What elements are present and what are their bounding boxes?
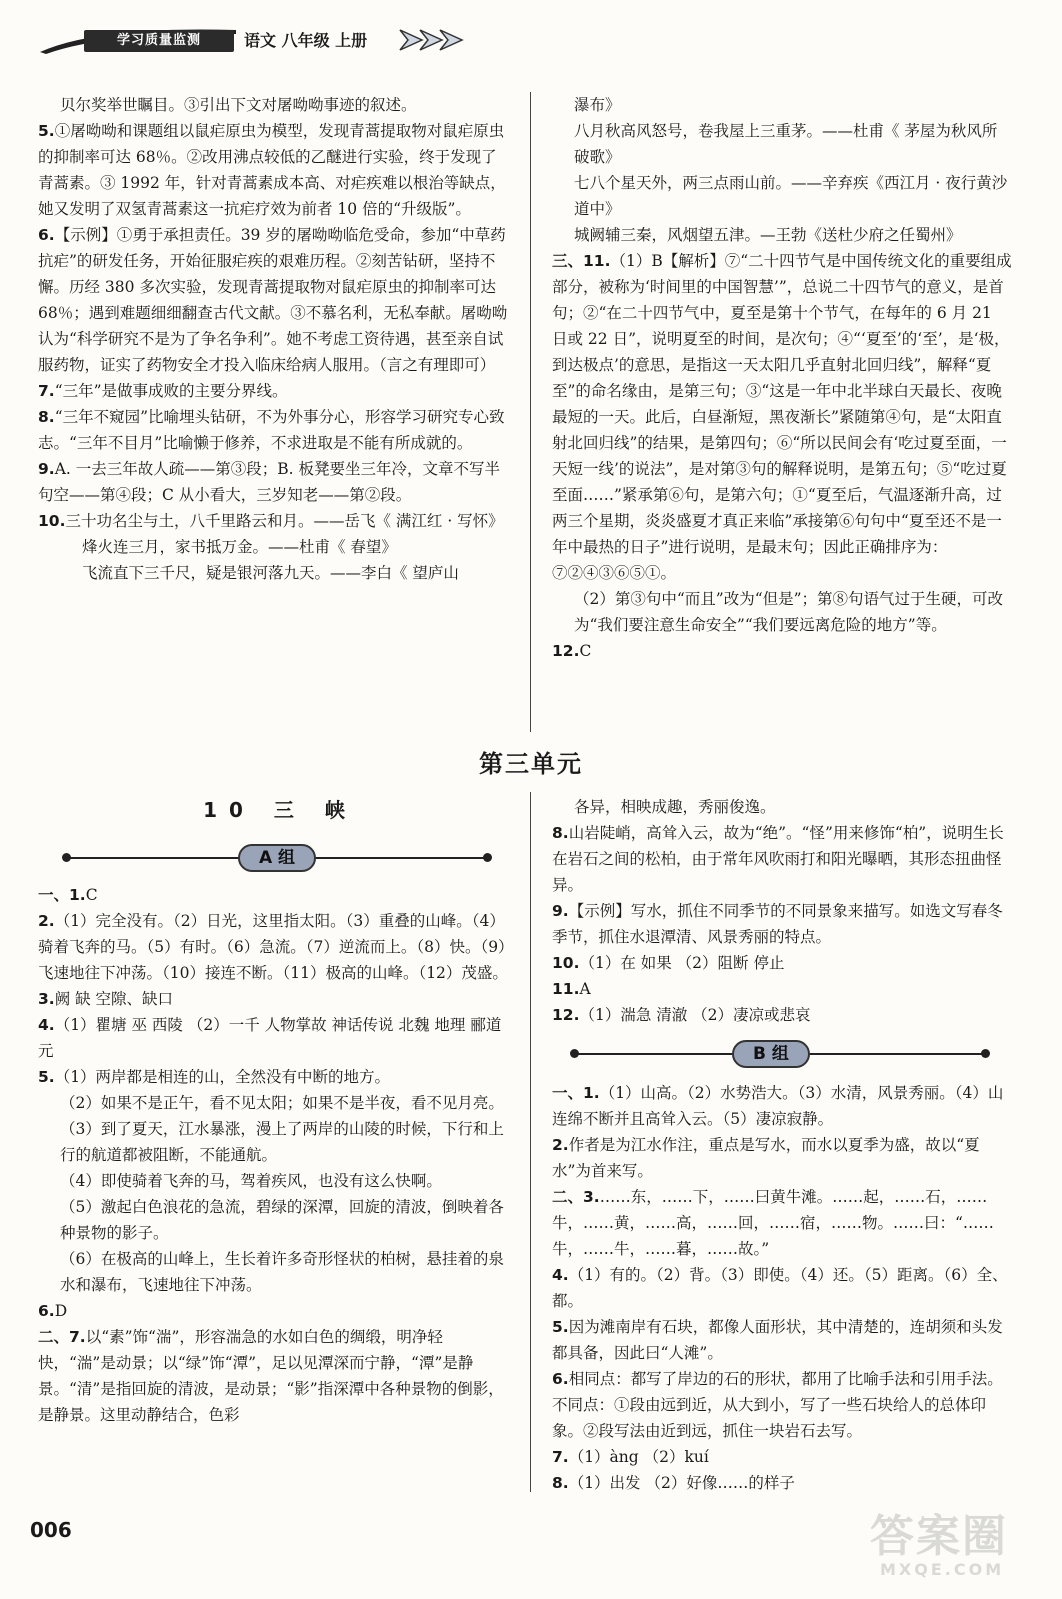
upper-right-column [552,92,1012,664]
answer-item [552,1184,1012,1262]
answer-number: 4. [552,1266,569,1284]
answer-text: （1）在 如果 （2）阻断 停止 [579,954,785,972]
answer-item [552,118,1012,170]
answer-number: 三、11. [552,252,611,270]
answer-text: （1）瞿塘 巫 西陵 （2）一千 人物掌故 神话传说 北魏 地理 郦道元 [38,1016,502,1060]
answer-item [38,92,510,118]
answer-text: 瀑布》 [574,96,621,114]
answer-text: A. 一去三年故人疏——第③段；B. 板凳要坐三年冷，文章不写半句空——第④段；C 从小看大，三岁知老——第②段。 [38,460,500,504]
answer-text: （2）第③句中“而且”改为“但是”；第⑧句语气过于生硬，可改为“我们要注意生命安全”“我们要远离危险的地方”等。 [574,590,1004,634]
lower-right-column-a [552,794,1012,1028]
answer-text: 阙 缺 空隙、缺口 [54,990,174,1008]
answer-text: （1）有的。（2）背。（3）即使。（4）还。（5）距离。（6）全、都。 [552,1266,1008,1310]
answer-text: 以“素”饰“湍”，形容湍急的水如白色的绸缎，明净轻快，“湍”是动景；以“绿”饰“潭”，足以见潭深而宁静，“潭”是静景。“清”是指回旋的清波，是动景；“影”指深潭中各种景物的倒影，是静景。这里动静结合，色彩 [38,1328,504,1424]
answer-item [552,976,1012,1002]
answer-text: （4）即使骑着飞奔的马，驾着疾风，也没有这么快啊。 [60,1172,442,1190]
answer-number: 3. [38,990,55,1008]
answer-item [552,1080,1012,1132]
answer-item [38,908,510,986]
answer-number: 8. [38,408,55,426]
answer-item [38,882,510,908]
unit-title: 第三单元 [479,750,583,778]
answer-text: 作者是为江水作注，重点是写水，而水以夏季为盛，故以“夏水”为首来写。 [552,1136,980,1180]
answer-text: “三年不窥园”比喻埋头钻研，不为外事分心，形容学习研究专心致志。“三年不目月”比喻懒于修养，不求进取是不能有所成就的。 [38,408,505,452]
answer-item [552,1444,1012,1470]
answer-text: 【示例】写水，抓住不同季节的不同景象来描写。如选文写春冬季节，抓住水退潭清、风景秀丽的特点。 [552,902,1003,946]
header-subject: 语文 八年级 上册 [244,31,368,50]
answer-text: 各异，相映成趣，秀丽俊逸。 [574,798,776,816]
answer-item [552,1132,1012,1184]
answer-text: （3）到了夏天，江水暴涨，漫上了两岸的山陵的时候，下行和上行的航道都被阻断，不能通航。 [60,1120,504,1164]
answer-item [38,378,510,404]
answer-number: 10. [38,512,66,530]
answer-item [552,92,1012,118]
answer-text: 三十功名尘与土，八千里路云和月。——岳飞《 满江红 · 写怀》 [65,512,504,530]
answer-item [38,986,510,1012]
answer-text: （1）山高。（2）水势浩大。（3）水清，风景秀丽。（4）山连绵不断并且高耸入云。（5）凄凉寂静。 [552,1084,1004,1128]
answer-text: D [54,1302,68,1320]
lower-left-column [38,882,510,1428]
answer-item [552,1470,1012,1496]
answer-text: （6）在极高的山峰上，生长着许多奇形怪状的柏树，悬挂着的泉水和瀑布，飞速地往下冲荡。 [60,1250,504,1294]
answer-item [38,1168,510,1194]
answer-number: 二、7. [38,1328,86,1346]
answer-item [38,534,510,560]
answer-item [552,1002,1012,1028]
answer-number: 8. [552,824,569,842]
answer-number: 6. [552,1370,569,1388]
lower-column-divider [530,792,531,1492]
answer-item [38,118,510,222]
lower-right-column-b [552,1080,1012,1496]
answer-item [552,222,1012,248]
answer-item [38,456,510,508]
answer-item [38,560,510,586]
answer-text: ①屠呦呦和课题组以鼠疟原虫为模型，发现青蒿提取物对鼠疟原虫的抑制率可达 68％。②改用沸点较低的乙醚进行实验，终于发现了青蒿素。③ 1992 年，针对青蒿素成本高、对疟疾难以根治等缺点，她又发明了双氢青蒿素这一抗疟疗效为前者 10 倍的“升级版”。 [38,122,506,218]
answer-item [552,1366,1012,1444]
answer-text: 贝尔奖举世瞩目。③引出下文对屠呦呦事迹的叙述。 [60,96,417,114]
group-b-badge: B 组 [732,1040,810,1068]
answer-item [552,1314,1012,1366]
answer-item [552,898,1012,950]
group-b-divider [570,1036,990,1072]
answer-number: 6. [38,1302,55,1320]
answer-item [552,638,1012,664]
page-number: 006 [30,1518,72,1542]
answer-text: 烽火连三月，家书抵万金。——杜甫《 春望》 [82,538,397,556]
page-header [38,22,458,56]
answer-text: （2）如果不是正午，看不见太阳；如果不是半夜，看不见月亮。 [60,1094,504,1112]
answer-text: 飞流直下三千尺，疑是银河落九天。——李白《 望庐山 [82,564,459,582]
answer-item [38,1194,510,1246]
answer-number: 7. [552,1448,569,1466]
upper-column-divider [530,92,531,732]
group-a-divider [62,840,492,876]
answer-number: 5. [38,1068,55,1086]
group-a-badge: A 组 [238,844,316,872]
answer-text: 相同点：都写了岸边的石的形状，都用了比喻手法和引用手法。不同点：①段由远到近，从大到小，写了一些石块给人的总体印象。②段写法由近到远，抓住一块岩石去写。 [552,1370,1003,1440]
answer-number: 6. [38,226,55,244]
answer-number: 5. [552,1318,569,1336]
answer-number: 5. [38,122,55,140]
answer-item [38,1116,510,1168]
answer-number: 4. [38,1016,55,1034]
answer-number: 9. [38,460,55,478]
answer-text: 七八个星天外，两三点雨山前。——辛弃疾《西江月 · 夜行黄沙道中》 [574,174,1008,218]
answer-number: 2. [552,1136,569,1154]
answer-number: 二、3. [552,1188,600,1206]
answer-item [552,950,1012,976]
answer-item [552,248,1012,586]
answer-text: C [579,642,592,660]
answer-text: （5）激起白色浪花的急流，碧绿的深潭，回旋的清波，倒映着各种景物的影子。 [60,1198,504,1242]
answer-item [38,1090,510,1116]
answer-number: 9. [552,902,569,920]
answer-text: 山岩陡峭，高耸入云，故为“绝”。“怪”用来修饰“柏”，说明生长在岩石之间的松柏，由于常年风吹雨打和阳光曝晒，其形态扭曲怪异。 [552,824,1004,894]
header-tag: 学习质量监测 [84,30,234,52]
answer-item [552,1262,1012,1314]
answer-item [38,1246,510,1298]
answer-text: （1）两岸都是相连的山，全然没有中断的地方。 [54,1068,391,1086]
answer-text: （1）B【解析】⑦“二十四节气是中国传统文化的重要组成部分，被称为‘时间里的中国智慧’”，总说二十四节气的意义，是首句；②“在二十四节气中，夏至是第十个节气，在每年的 6 月 21 日或 22 日”，说明夏至的时间，是次句；④“‘夏至’的‘至’，是‘极，到达极点’的意思，是指这一天太阳几乎直射北回归线”，解释“夏至”的命名缘由，是第三句；③“这是一年中北半球白天最长、夜晚最短的一天。此后，白昼渐短，黑夜渐长”紧随第④句，是“太阳直射北回归线”的结果，是第四句；⑥“所以民间会有‘吃过夏至面，一天短一线’的说法”，是对第③句的解释说明，是第五句；⑤“吃过夏至面……”紧承第⑥句，是第六句；①“夏至后，气温逐渐升高，过两三个星期，炎炎盛夏才真正来临”承接第⑥句句中“夏至还不是一年中最热的日子”进行说明，是最末句；因此正确排序为：⑦②④③⑥⑤①。 [552,252,1012,582]
answer-text: （1）出发 （2）好像……的样子 [568,1474,795,1492]
answer-item [38,1298,510,1324]
watermark-logo: 答案圈 MXQE.COM [870,1511,1008,1579]
answer-item [38,404,510,456]
answer-item [552,170,1012,222]
answer-text: C [85,886,98,904]
lesson-title: 10 三 峡 [203,798,357,822]
answer-item [38,1064,510,1090]
answer-number: 一、1. [38,886,86,904]
answer-text: 八月秋高风怒号，卷我屋上三重茅。——杜甫《 茅屋为秋风所破歌》 [574,122,998,166]
answer-item [552,586,1012,638]
answer-number: 10. [552,954,580,972]
answer-item [552,820,1012,898]
answer-text: ……东，……下，……曰黄牛滩。……起，……石，……牛，……黄，……高，……回，……宿，……物。……曰：“……牛，……牛，……暮，……故。” [552,1188,994,1258]
answer-number: 2. [38,912,55,930]
answer-text: （1）完全没有。（2）日光，这里指太阳。（3）重叠的山峰。（4）骑着飞奔的马。（5）有时。（6）急流。（7）逆流而上。（8）快。（9）飞速地往下冲荡。（10）接连不断。（11）极高的山峰。（12）茂盛。 [38,912,508,982]
answer-item [38,1012,510,1064]
answer-number: 一、1. [552,1084,600,1102]
answer-item [552,794,1012,820]
answer-number: 8. [552,1474,569,1492]
answer-number: 7. [38,382,55,400]
answer-number: 11. [552,980,580,998]
answer-item [38,508,510,534]
answer-number: 12. [552,642,580,660]
answer-text: 城阙辅三秦，风烟望五津。—王勃《送杜少府之任蜀州》 [574,226,962,244]
answer-text: 【示例】①勇于承担责任。39 岁的屠呦呦临危受命，参加“中草药抗疟”的研发任务，开始征服疟疾的艰难历程。②刻苦钻研，坚持不懈。历经 380 多次实验，发现青蒿提取物对鼠疟原虫的抑制率可达 68％；遇到难题细细翻查古代文献。③不慕名利，无私奉献。屠呦呦认为“科学研究不是为了争名争利”。她不考虑工资待遇，甚至亲自试服药物，证实了药物安全才投入临床给病人服用。（言之有理即可） [38,226,508,374]
answer-number: 12. [552,1006,580,1024]
upper-left-column [38,92,510,586]
answer-text: “三年”是做事成败的主要分界线。 [54,382,288,400]
answer-item [38,1324,510,1428]
answer-item [38,222,510,378]
answer-text: A [579,980,591,998]
answer-text: 因为滩南岸有石块，都像人面形状，其中清楚的，连胡须和头发都具备，因此曰“人滩”。 [552,1318,1003,1362]
header-arrows-icon [398,26,478,54]
answer-text: （1）àng （2）kuí [568,1448,709,1466]
answer-text: （1）湍急 清澈 （2）凄凉或悲哀 [579,1006,811,1024]
